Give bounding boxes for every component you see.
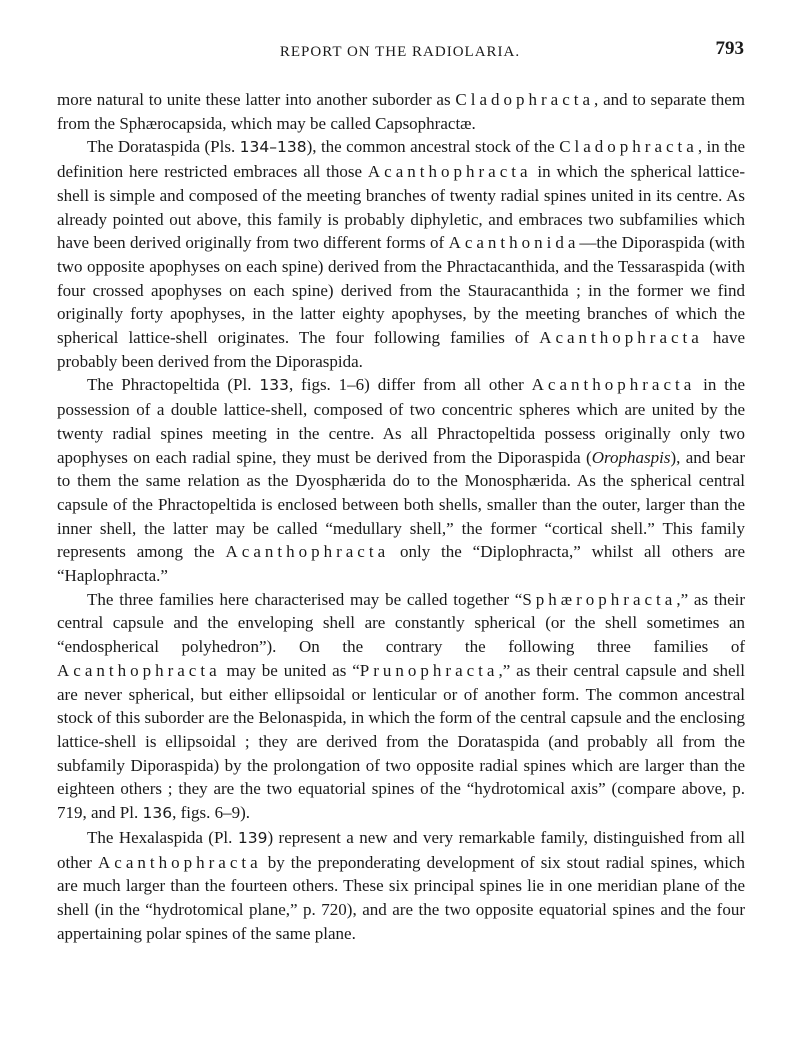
text-run: may be united as “ xyxy=(220,660,360,680)
running-title: REPORT ON THE RADIOLARIA. xyxy=(279,44,521,60)
taxon-name: Acanthophracta xyxy=(531,375,696,395)
taxon-name: Sphærophracta xyxy=(522,589,677,609)
text-run: , figs. 1–6) differ from all other xyxy=(288,375,532,395)
paragraph-4 xyxy=(57,588,745,826)
paragraph-2 xyxy=(57,135,745,373)
page-header xyxy=(0,38,800,68)
plate-reference: 133 xyxy=(259,376,289,395)
taxon-name: Cladophracta xyxy=(559,137,698,157)
taxon-name: Acanthophracta xyxy=(98,852,262,872)
taxon-name: Acanthophracta xyxy=(539,328,703,348)
paragraph-1 xyxy=(57,88,745,135)
body-text xyxy=(57,88,745,945)
text-run: , and to separate them from the Sphærocapsida, which may be called Capsophractæ. xyxy=(57,90,745,133)
genus-name: Orophaspis xyxy=(591,447,671,467)
text-run: , in the definition here restricted embraces all those xyxy=(57,137,745,182)
text-run: have probably been derived from the Diporaspida. xyxy=(57,328,745,371)
taxon-name: Acanthophracta xyxy=(225,542,390,562)
text-run: by the preponderating development of six stout radial spines, which are much larger than the fourteen others. These six principal spines lie in one meridian plane of the shell (in the “hydrotomical plane,” p. 720), and are the two opposite equatorial spines and the four appertaining polar spines of the same plane. xyxy=(57,852,745,943)
taxon-name: Acanthophracta xyxy=(367,162,532,182)
text-run: The three families here characterised may be called together “ xyxy=(87,589,523,609)
paragraph-3 xyxy=(57,373,745,587)
taxon-name: Prunophracta xyxy=(359,660,499,680)
taxon-name: Acanthophracta xyxy=(57,660,221,680)
page-number: 793 xyxy=(715,38,744,59)
text-run: , figs. 6–9). xyxy=(172,803,250,823)
text-run: ), and bear to them the same relation as the Dyosphærida do to the Monosphærida. As the spherical central capsule of the Phractopeltida is enclosed between both shells, smaller than the outer, larger than the inner shell, the latter may be called “medullary shell,” the former “cortical shell.” This family represents among the xyxy=(57,447,745,562)
text-run: ,” as their central capsule and shell are never spherical, but either ellipsoidal or lenticular or of another form. The common ancestral stock of this suborder are the Belonaspida, in which the form of the central capsule and the enclosing lattice-shell is ellipsoidal ; they are derived from the Dorataspida (and probably all from the subfamily Diporaspida) by the prolongation of two opposite radial spines which are larger than the eighteen others ; they are the two equatorial spines of the “hydrotomical axis” (compare above, p. 719, and Pl. xyxy=(57,660,746,823)
taxon-name: Acanthonida xyxy=(448,233,580,253)
paragraph-5 xyxy=(57,826,745,946)
taxon-name: Cladophracta xyxy=(455,90,595,109)
text-run: more natural to unite these latter into another suborder as xyxy=(57,90,456,109)
text-run: The Hexalaspida (Pl. xyxy=(87,827,238,847)
text-run: ,” as their central capsule and the enveloping shell are constantly spherical (or the shell sometimes an “endospherical polyhedron”). On the contrary the following three families of xyxy=(57,589,746,657)
text-run: only the “Diplophracta,” whilst all others are “Haplophracta.” xyxy=(57,542,745,586)
text-run: in which the spherical lattice-shell is simple and composed of the meeting branches of twenty radial spines united in its centre. As already pointed out above, this family is probably diphyletic, and embraces two subfamilies which have been derived originally from two different forms of xyxy=(57,162,745,253)
text-run: The Phractopeltida (Pl. xyxy=(87,375,260,395)
text-run: The Dorataspida (Pls. xyxy=(87,137,240,157)
text-run: ), the common ancestral stock of the xyxy=(306,137,560,157)
text-run: ) represent a new and very remarkable family, distinguished from all other xyxy=(57,827,745,872)
plate-reference: 134–138 xyxy=(239,138,307,157)
plate-reference: 136 xyxy=(142,804,173,823)
text-run: in the possession of a double lattice-shell, composed of two concentric spheres which are united by the twenty radial spines meeting in the centre. As all Phractopeltida possess originally only two apophyses on each radial spine, they must be derived from the Diporaspida ( xyxy=(57,375,746,467)
text-run: —the Diporaspida (with two opposite apophyses on each spine) derived from the Phractacanthida, and the Tessaraspida (with four crossed apophyses on each spine) derived from the Stauracanthida ; in the former we find originally forty apophyses, in the latter eighty apophyses, by the meeting branches of which the spherical lattice-shell originates. The four following families of xyxy=(57,233,745,348)
plate-reference: 139 xyxy=(237,828,268,847)
